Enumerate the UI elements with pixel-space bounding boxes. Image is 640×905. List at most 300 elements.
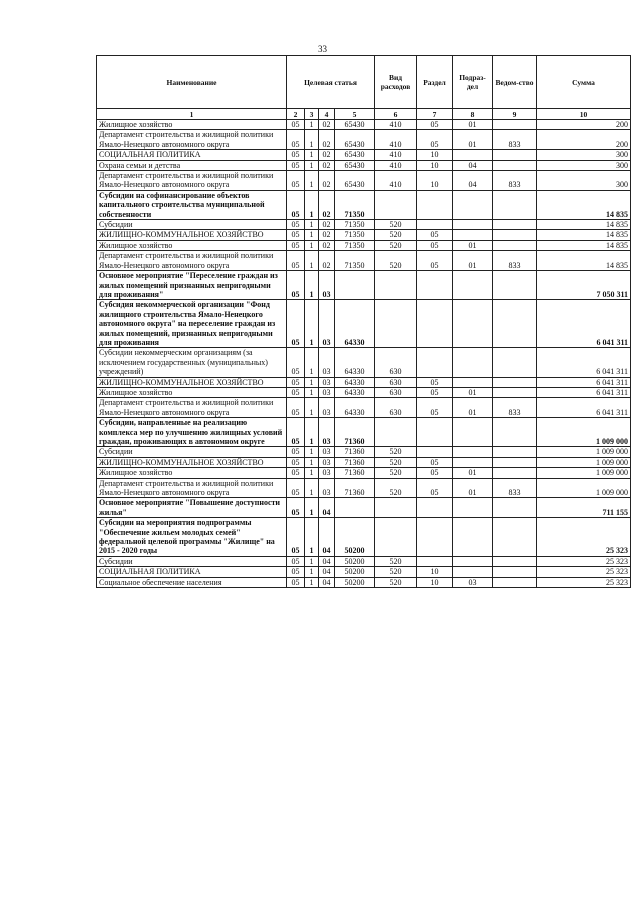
column-number: 5	[335, 109, 375, 120]
cell-subsection: 01	[453, 120, 493, 130]
cell-expense-type: 520	[375, 468, 417, 478]
cell-name: ЖИЛИЩНО-КОММУНАЛЬНОЕ ХОЗЯЙСТВО	[97, 377, 287, 387]
cell-section: 05	[417, 120, 453, 130]
table-row	[97, 271, 631, 300]
cell-sum: 6 041 311	[537, 398, 631, 418]
cell-target-3: 03	[319, 457, 335, 467]
cell-department	[493, 220, 537, 230]
cell-name: Основное мероприятие "Повышение доступности жилья"	[97, 498, 287, 518]
cell-target-4: 64330	[335, 377, 375, 387]
cell-name: Субсидии, направленные на реализацию комплекса мер по улучшению жилищных условий граждан, проживающих в автономном округе	[97, 418, 287, 447]
cell-target-4: 71360	[335, 418, 375, 447]
cell-target-3: 02	[319, 160, 335, 170]
cell-sum: 7 050 311	[537, 271, 631, 300]
cell-sum: 14 835	[537, 230, 631, 240]
cell-sum: 1 009 000	[537, 468, 631, 478]
cell-target-3: 03	[319, 468, 335, 478]
cell-target-1: 05	[287, 577, 305, 587]
cell-sum: 200	[537, 120, 631, 130]
cell-target-2: 1	[305, 190, 319, 219]
cell-target-3: 02	[319, 251, 335, 271]
cell-target-2: 1	[305, 271, 319, 300]
cell-subsection: 01	[453, 387, 493, 397]
cell-target-1: 05	[287, 498, 305, 518]
cell-target-1: 05	[287, 377, 305, 387]
cell-department	[493, 190, 537, 219]
cell-target-3: 03	[319, 271, 335, 300]
cell-target-2: 1	[305, 130, 319, 150]
cell-department	[493, 468, 537, 478]
table-row	[97, 220, 631, 230]
cell-target-3: 02	[319, 171, 335, 191]
table-row	[97, 387, 631, 397]
cell-name: ЖИЛИЩНО-КОММУНАЛЬНОЕ ХОЗЯЙСТВО	[97, 457, 287, 467]
cell-department	[493, 498, 537, 518]
cell-sum: 1 009 000	[537, 418, 631, 447]
cell-target-2: 1	[305, 498, 319, 518]
cell-target-4: 50200	[335, 567, 375, 577]
cell-expense-type	[375, 300, 417, 348]
cell-target-3: 03	[319, 398, 335, 418]
table-row	[97, 171, 631, 191]
cell-target-2: 1	[305, 120, 319, 130]
cell-target-4: 71360	[335, 468, 375, 478]
cell-target-4: 65430	[335, 120, 375, 130]
cell-target-2: 1	[305, 518, 319, 557]
table-row	[97, 518, 631, 557]
cell-expense-type: 520	[375, 251, 417, 271]
cell-subsection	[453, 271, 493, 300]
cell-expense-type	[375, 190, 417, 219]
cell-target-2: 1	[305, 251, 319, 271]
cell-section: 05	[417, 387, 453, 397]
cell-sum: 1 009 000	[537, 447, 631, 457]
cell-target-3: 02	[319, 190, 335, 219]
cell-target-2: 1	[305, 171, 319, 191]
cell-target-2: 1	[305, 150, 319, 160]
table-row	[97, 478, 631, 498]
cell-target-4: 50200	[335, 518, 375, 557]
table-row	[97, 348, 631, 377]
cell-name: Субсидия некоммерческой организации "Фонд жилищного строительства Ямало-Ненецкого автономного округа" на переселение граждан из жилых помещений, признанных непригодными для проживания	[97, 300, 287, 348]
table-row	[97, 377, 631, 387]
table-row	[97, 240, 631, 250]
cell-section	[417, 447, 453, 457]
header-target-article: Целевая статья	[287, 56, 375, 109]
cell-sum: 6 041 311	[537, 348, 631, 377]
cell-section	[417, 190, 453, 219]
cell-target-3: 02	[319, 230, 335, 240]
cell-section	[417, 271, 453, 300]
cell-subsection	[453, 567, 493, 577]
cell-target-4: 71350	[335, 240, 375, 250]
cell-subsection: 01	[453, 398, 493, 418]
cell-target-4: 64330	[335, 348, 375, 377]
cell-sum: 25 323	[537, 567, 631, 577]
cell-department	[493, 577, 537, 587]
table-row	[97, 160, 631, 170]
header-section: Раздел	[417, 56, 453, 109]
cell-subsection: 01	[453, 478, 493, 498]
cell-target-4: 64330	[335, 398, 375, 418]
budget-table	[96, 55, 631, 588]
cell-expense-type: 410	[375, 120, 417, 130]
cell-target-3: 03	[319, 447, 335, 457]
cell-department	[493, 377, 537, 387]
cell-name: Субсидии	[97, 220, 287, 230]
cell-department	[493, 348, 537, 377]
cell-subsection	[453, 150, 493, 160]
cell-subsection: 01	[453, 251, 493, 271]
cell-sum: 14 835	[537, 251, 631, 271]
cell-department	[493, 457, 537, 467]
cell-target-1: 05	[287, 518, 305, 557]
table-row	[97, 418, 631, 447]
cell-target-1: 05	[287, 468, 305, 478]
cell-name: СОЦИАЛЬНАЯ ПОЛИТИКА	[97, 150, 287, 160]
cell-name: Субсидии некоммерческим организациям (за исключением государственных (муниципальных) учреждений)	[97, 348, 287, 377]
table-row	[97, 567, 631, 577]
cell-target-2: 1	[305, 230, 319, 240]
cell-name: Охрана семьи и детства	[97, 160, 287, 170]
cell-name: Жилищное хозяйство	[97, 120, 287, 130]
cell-expense-type: 630	[375, 398, 417, 418]
cell-subsection	[453, 377, 493, 387]
cell-target-2: 1	[305, 567, 319, 577]
cell-target-3: 02	[319, 240, 335, 250]
cell-expense-type: 410	[375, 130, 417, 150]
header-expense-type: Вид расходов	[375, 56, 417, 109]
cell-expense-type	[375, 498, 417, 518]
cell-expense-type	[375, 518, 417, 557]
header-row	[97, 56, 631, 109]
cell-department	[493, 300, 537, 348]
cell-expense-type: 410	[375, 150, 417, 160]
cell-department: 833	[493, 171, 537, 191]
cell-target-2: 1	[305, 220, 319, 230]
cell-section: 05	[417, 377, 453, 387]
cell-department	[493, 518, 537, 557]
cell-section: 05	[417, 240, 453, 250]
cell-sum: 6 041 311	[537, 387, 631, 397]
cell-sum: 25 323	[537, 518, 631, 557]
column-number: 3	[305, 109, 319, 120]
cell-target-3: 04	[319, 567, 335, 577]
cell-department	[493, 160, 537, 170]
cell-target-4: 65430	[335, 150, 375, 160]
cell-expense-type: 520	[375, 457, 417, 467]
cell-name: Департамент строительства и жилищной политики Ямало-Ненецкого автономного округа	[97, 130, 287, 150]
column-number: 10	[537, 109, 631, 120]
cell-target-2: 1	[305, 447, 319, 457]
cell-target-4: 71360	[335, 447, 375, 457]
cell-target-1: 05	[287, 447, 305, 457]
cell-target-4	[335, 498, 375, 518]
table-row	[97, 447, 631, 457]
cell-sum: 300	[537, 160, 631, 170]
cell-section: 10	[417, 150, 453, 160]
cell-department	[493, 150, 537, 160]
cell-sum: 14 835	[537, 190, 631, 219]
cell-target-1: 05	[287, 387, 305, 397]
cell-subsection: 04	[453, 171, 493, 191]
cell-subsection	[453, 556, 493, 566]
column-number: 8	[453, 109, 493, 120]
cell-department: 833	[493, 130, 537, 150]
cell-target-3: 04	[319, 556, 335, 566]
cell-expense-type	[375, 271, 417, 300]
cell-name: Субсидии	[97, 556, 287, 566]
cell-subsection: 01	[453, 130, 493, 150]
cell-name: Субсидии на софинансирование объектов капитального строительства муниципальной собственности	[97, 190, 287, 219]
cell-target-1: 05	[287, 567, 305, 577]
cell-section	[417, 418, 453, 447]
cell-target-3: 03	[319, 387, 335, 397]
cell-target-1: 05	[287, 398, 305, 418]
cell-sum: 300	[537, 171, 631, 191]
cell-section: 10	[417, 567, 453, 577]
cell-name: ЖИЛИЩНО-КОММУНАЛЬНОЕ ХОЗЯЙСТВО	[97, 230, 287, 240]
cell-target-3: 04	[319, 577, 335, 587]
cell-target-1: 05	[287, 348, 305, 377]
cell-expense-type: 520	[375, 556, 417, 566]
cell-department	[493, 120, 537, 130]
cell-subsection	[453, 220, 493, 230]
cell-target-4: 71360	[335, 478, 375, 498]
cell-target-4: 65430	[335, 171, 375, 191]
cell-sum: 6 041 311	[537, 300, 631, 348]
cell-section: 05	[417, 130, 453, 150]
cell-department	[493, 447, 537, 457]
cell-target-3: 03	[319, 348, 335, 377]
cell-target-1: 05	[287, 478, 305, 498]
cell-target-1: 05	[287, 300, 305, 348]
cell-target-3: 03	[319, 377, 335, 387]
cell-subsection	[453, 418, 493, 447]
cell-subsection	[453, 348, 493, 377]
table-row	[97, 300, 631, 348]
cell-target-3: 03	[319, 478, 335, 498]
cell-target-3: 04	[319, 518, 335, 557]
cell-subsection	[453, 447, 493, 457]
cell-expense-type: 520	[375, 577, 417, 587]
cell-section	[417, 348, 453, 377]
column-number: 6	[375, 109, 417, 120]
cell-expense-type: 410	[375, 171, 417, 191]
cell-target-4: 71360	[335, 457, 375, 467]
cell-target-4: 65430	[335, 160, 375, 170]
cell-expense-type: 410	[375, 160, 417, 170]
cell-name: Субсидии	[97, 447, 287, 457]
header-department: Ведом-ство	[493, 56, 537, 109]
cell-section	[417, 498, 453, 518]
cell-target-4: 50200	[335, 577, 375, 587]
cell-expense-type: 520	[375, 567, 417, 577]
cell-target-4: 64330	[335, 300, 375, 348]
cell-section	[417, 518, 453, 557]
header-subsection: Подраз-дел	[453, 56, 493, 109]
cell-sum: 300	[537, 150, 631, 160]
cell-sum: 14 835	[537, 240, 631, 250]
cell-target-2: 1	[305, 556, 319, 566]
cell-section: 10	[417, 160, 453, 170]
cell-expense-type: 630	[375, 387, 417, 397]
column-number-row	[97, 109, 631, 120]
cell-name: Социальное обеспечение населения	[97, 577, 287, 587]
cell-target-4: 71350	[335, 220, 375, 230]
table-row	[97, 498, 631, 518]
cell-subsection	[453, 518, 493, 557]
cell-target-1: 05	[287, 230, 305, 240]
cell-department	[493, 567, 537, 577]
cell-target-1: 05	[287, 240, 305, 250]
cell-target-3: 02	[319, 120, 335, 130]
cell-target-2: 1	[305, 160, 319, 170]
cell-department	[493, 556, 537, 566]
cell-target-1: 05	[287, 171, 305, 191]
column-number: 4	[319, 109, 335, 120]
cell-section	[417, 220, 453, 230]
cell-target-3: 04	[319, 498, 335, 518]
cell-section	[417, 300, 453, 348]
cell-subsection	[453, 230, 493, 240]
cell-section: 05	[417, 468, 453, 478]
header-name: Наименование	[97, 56, 287, 109]
cell-target-1: 05	[287, 150, 305, 160]
cell-target-4: 50200	[335, 556, 375, 566]
table-row	[97, 130, 631, 150]
cell-name: Жилищное хозяйство	[97, 468, 287, 478]
cell-name: Жилищное хозяйство	[97, 387, 287, 397]
page-number: 33	[318, 44, 327, 54]
cell-expense-type: 520	[375, 230, 417, 240]
cell-target-2: 1	[305, 240, 319, 250]
cell-target-2: 1	[305, 577, 319, 587]
cell-expense-type: 520	[375, 220, 417, 230]
cell-target-4: 71350	[335, 251, 375, 271]
cell-subsection: 01	[453, 468, 493, 478]
cell-expense-type: 520	[375, 478, 417, 498]
cell-target-4: 64330	[335, 387, 375, 397]
cell-target-1: 05	[287, 457, 305, 467]
cell-target-1: 05	[287, 556, 305, 566]
cell-sum: 25 323	[537, 577, 631, 587]
cell-section: 05	[417, 251, 453, 271]
cell-sum: 25 323	[537, 556, 631, 566]
cell-target-1: 05	[287, 418, 305, 447]
cell-target-3: 02	[319, 220, 335, 230]
table-row	[97, 398, 631, 418]
cell-department	[493, 387, 537, 397]
table-row	[97, 457, 631, 467]
cell-target-2: 1	[305, 457, 319, 467]
cell-department	[493, 240, 537, 250]
cell-expense-type: 520	[375, 447, 417, 457]
cell-target-1: 05	[287, 130, 305, 150]
table-row	[97, 120, 631, 130]
cell-name: Департамент строительства и жилищной политики Ямало-Ненецкого автономного округа	[97, 171, 287, 191]
cell-subsection: 01	[453, 240, 493, 250]
cell-subsection: 04	[453, 160, 493, 170]
cell-target-2: 1	[305, 300, 319, 348]
table-row	[97, 556, 631, 566]
cell-section: 10	[417, 577, 453, 587]
cell-target-2: 1	[305, 478, 319, 498]
cell-section: 05	[417, 230, 453, 240]
header-sum: Сумма	[537, 56, 631, 109]
cell-expense-type: 630	[375, 348, 417, 377]
cell-target-4	[335, 271, 375, 300]
cell-section: 05	[417, 478, 453, 498]
column-number: 9	[493, 109, 537, 120]
column-number: 2	[287, 109, 305, 120]
cell-section: 10	[417, 171, 453, 191]
table-row	[97, 190, 631, 219]
cell-name: Департамент строительства и жилищной политики Ямало-Ненецкого автономного округа	[97, 251, 287, 271]
cell-target-2: 1	[305, 387, 319, 397]
table-row	[97, 230, 631, 240]
cell-target-3: 03	[319, 300, 335, 348]
cell-target-4: 71350	[335, 230, 375, 240]
cell-name: СОЦИАЛЬНАЯ ПОЛИТИКА	[97, 567, 287, 577]
cell-target-1: 05	[287, 251, 305, 271]
cell-section: 05	[417, 398, 453, 418]
cell-department: 833	[493, 478, 537, 498]
cell-target-3: 02	[319, 130, 335, 150]
cell-department: 833	[493, 251, 537, 271]
cell-section	[417, 556, 453, 566]
cell-target-2: 1	[305, 418, 319, 447]
cell-target-4: 65430	[335, 130, 375, 150]
cell-target-1: 05	[287, 120, 305, 130]
cell-target-2: 1	[305, 468, 319, 478]
cell-name: Департамент строительства и жилищной политики Ямало-Ненецкого автономного округа	[97, 398, 287, 418]
table-row	[97, 577, 631, 587]
table-row	[97, 468, 631, 478]
cell-section: 05	[417, 457, 453, 467]
cell-target-2: 1	[305, 377, 319, 387]
cell-subsection	[453, 300, 493, 348]
table-row	[97, 150, 631, 160]
cell-department	[493, 230, 537, 240]
cell-sum: 1 009 000	[537, 478, 631, 498]
cell-sum: 6 041 311	[537, 377, 631, 387]
cell-name: Жилищное хозяйство	[97, 240, 287, 250]
cell-expense-type	[375, 418, 417, 447]
cell-subsection: 03	[453, 577, 493, 587]
cell-department: 833	[493, 398, 537, 418]
cell-sum: 200	[537, 130, 631, 150]
table-row	[97, 251, 631, 271]
cell-name: Субсидии на мероприятия подпрограммы "Обеспечение жильем молодых семей" федеральной целевой программы "Жилище" на 2015 - 2020 годы	[97, 518, 287, 557]
cell-target-1: 05	[287, 271, 305, 300]
cell-department	[493, 271, 537, 300]
cell-target-1: 05	[287, 160, 305, 170]
cell-name: Основное мероприятие "Переселение граждан из жилых помещений признанных непригодными для проживания"	[97, 271, 287, 300]
cell-target-3: 02	[319, 150, 335, 160]
cell-target-2: 1	[305, 398, 319, 418]
cell-target-1: 05	[287, 190, 305, 219]
cell-subsection	[453, 190, 493, 219]
cell-target-1: 05	[287, 220, 305, 230]
table-body	[97, 120, 631, 588]
cell-expense-type: 520	[375, 240, 417, 250]
cell-name: Департамент строительства и жилищной политики Ямало-Ненецкого автономного округа	[97, 478, 287, 498]
cell-sum: 14 835	[537, 220, 631, 230]
cell-sum: 1 009 000	[537, 457, 631, 467]
cell-target-2: 1	[305, 348, 319, 377]
cell-target-3: 03	[319, 418, 335, 447]
